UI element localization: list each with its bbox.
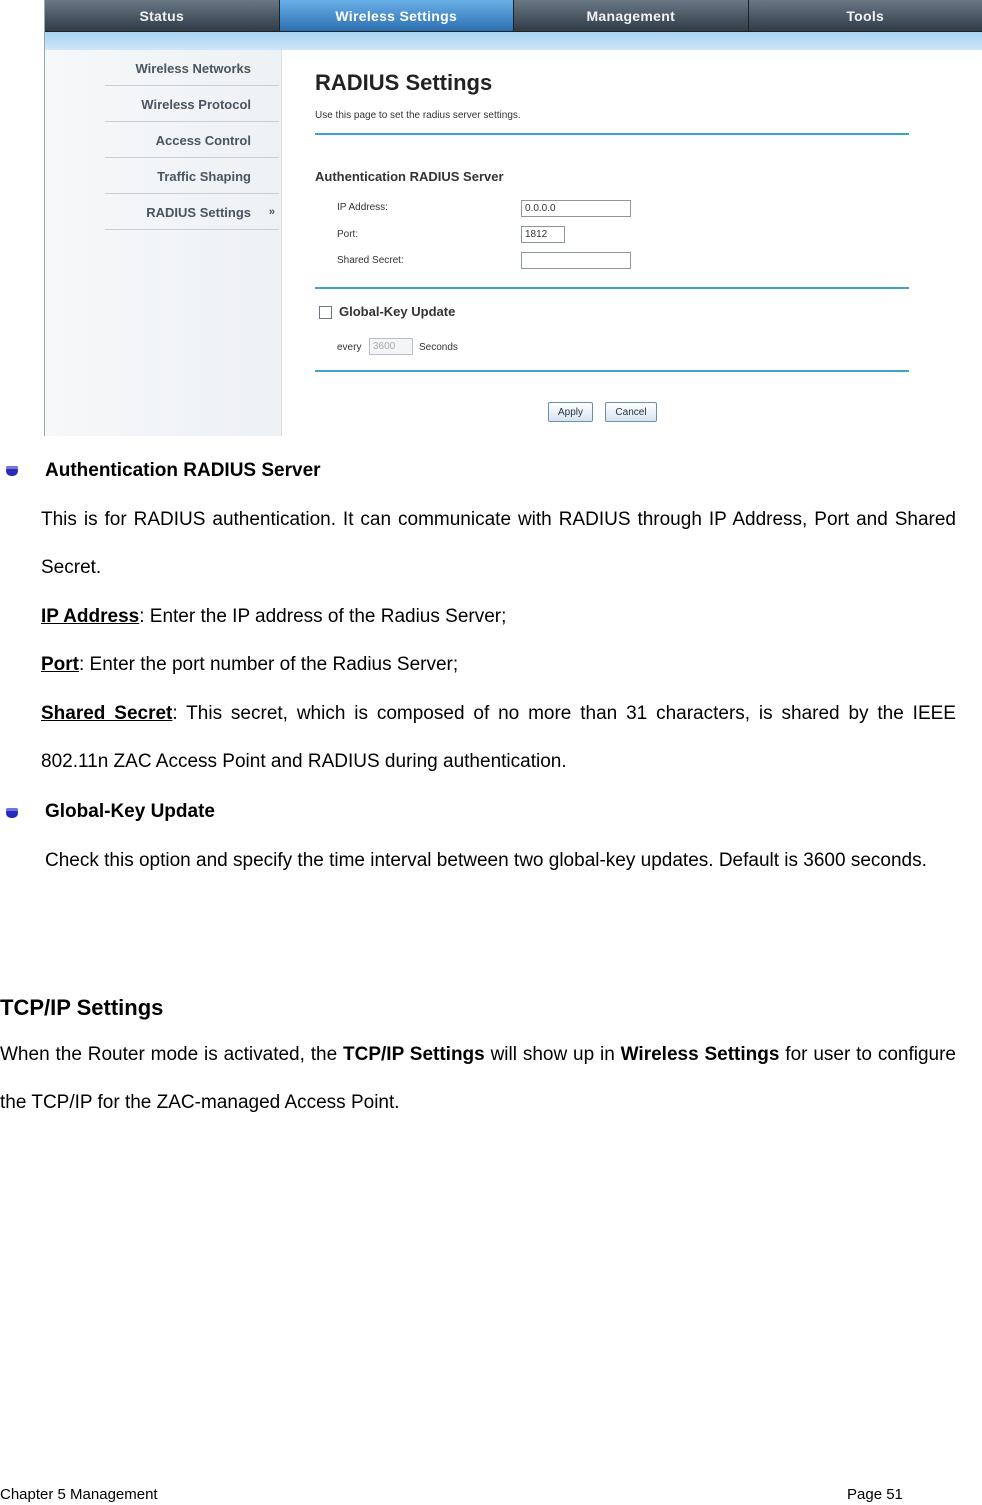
port-description (41, 641, 956, 689)
page-title: RADIUS Settings (315, 70, 493, 95)
shared-secret-text: : This secret, which is composed of no more than 31 characters, is shared by the IEEE 802.11n ZAC Access Point and RADIUS during authentication. (41, 703, 956, 772)
port-term: Port (41, 654, 79, 675)
auth-heading: Authentication RADIUS Server (45, 460, 321, 481)
global-key-text: Check this option and specify the time interval between two global-key updates. Default is 3600 seconds. (45, 850, 927, 871)
sidebar-item-radius-settings[interactable] (105, 196, 279, 230)
ip-address-term: IP Address (41, 606, 140, 627)
sidebar-item-wireless-protocol[interactable] (105, 88, 279, 122)
tab-wireless-settings[interactable]: Wireless Settings (280, 0, 515, 31)
tab-management[interactable]: Management (514, 0, 749, 31)
port-label: Port: (337, 229, 359, 240)
tab-status[interactable]: Status (45, 0, 280, 31)
tcp-text-part: for user to configure the TCP/IP for the ZAC-managed Access Point. (0, 1044, 957, 1113)
radius-panel (315, 50, 915, 436)
seconds-label: Seconds (419, 342, 458, 353)
shared-secret-input[interactable] (521, 252, 631, 269)
divider (315, 370, 909, 372)
sidebar-item-traffic-shaping[interactable] (105, 160, 279, 194)
divider (315, 133, 909, 135)
sidebar-item-label: Traffic Shaping (157, 169, 251, 184)
port-input[interactable]: 1812 (521, 226, 565, 243)
tcp-ip-text (0, 1031, 956, 1127)
shared-secret-description (41, 690, 956, 786)
every-label: every (337, 342, 362, 353)
bullet-icon (6, 466, 18, 476)
sidebar-item-label: RADIUS Settings (146, 205, 251, 220)
sidebar-item-label: Wireless Protocol (141, 97, 251, 112)
tcp-text-part: will show up in (484, 1044, 621, 1065)
sidebar-item-label: Access Control (155, 133, 251, 148)
ip-address-label: IP Address: (337, 202, 388, 213)
divider (315, 287, 909, 289)
footer-chapter: Chapter 5 Management (0, 1486, 158, 1503)
ip-address-description (41, 593, 956, 641)
global-key-checkbox[interactable] (319, 306, 332, 319)
cancel-button[interactable]: Cancel (605, 402, 657, 422)
global-key-label: Global-Key Update (339, 304, 456, 319)
footer-page-number: Page 51 (847, 1486, 903, 1503)
auth-section-heading: Authentication RADIUS Server (315, 169, 504, 184)
interval-input[interactable]: 3600 (369, 338, 413, 355)
sidebar-item-access-control[interactable] (105, 124, 279, 158)
header-band (45, 32, 982, 50)
sidebar (45, 50, 282, 436)
sidebar-item-label: Wireless Networks (135, 61, 251, 76)
port-text: : Enter the port number of the Radius Server; (79, 654, 459, 675)
shared-secret-term: Shared Secret (41, 703, 173, 724)
shared-secret-label: Shared Secret: (337, 255, 404, 266)
ip-address-text: : Enter the IP address of the Radius Server; (139, 606, 507, 627)
double-chevron-right-icon: » (268, 206, 275, 218)
top-navigation (45, 0, 982, 32)
bullet-icon (6, 808, 18, 818)
radius-settings-screenshot (44, 0, 982, 436)
global-key-heading: Global-Key Update (45, 801, 215, 822)
ip-address-input[interactable]: 0.0.0.0 (521, 200, 631, 217)
apply-button[interactable]: Apply (548, 402, 593, 422)
tcp-bold-term: TCP/IP Settings (343, 1044, 485, 1065)
wireless-settings-term: Wireless Settings (620, 1044, 780, 1065)
tcp-text-part: When the Router mode is activated, the (0, 1044, 344, 1065)
sidebar-item-wireless-networks[interactable] (105, 52, 279, 86)
tab-tools[interactable]: Tools (749, 0, 982, 31)
page-subtitle: Use this page to set the radius server settings. (315, 110, 521, 121)
tcp-ip-heading: TCP/IP Settings (0, 995, 164, 1020)
auth-intro: This is for RADIUS authentication. It can communicate with RADIUS through IP Address, Port and Shared Secret. (41, 509, 956, 578)
